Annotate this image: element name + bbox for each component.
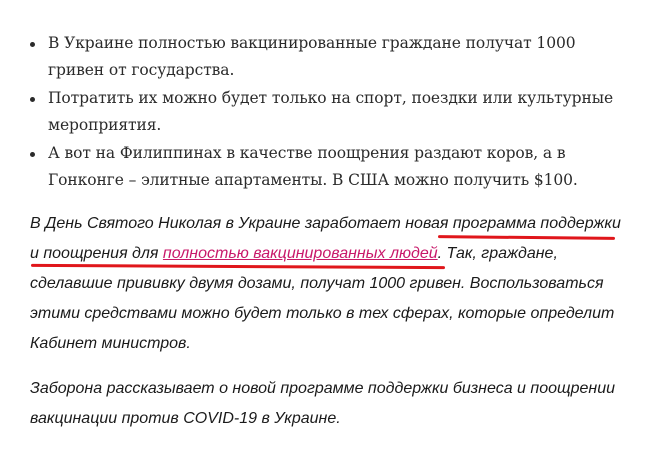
bullet-icon xyxy=(30,152,35,157)
summary-item-text: А вот на Филиппинах в качестве поощрения раздают коров, а в Гонконге – элитные апартаменты. В США можно получить $100. xyxy=(48,144,578,189)
lead-text-end: . Так, граждане, сделавшие прививку двумя дозами, получат 1000 гривен. Воспользоваться этими средствами можно будет только в тех сферах, которые определит Кабинет министров. xyxy=(30,245,615,352)
summary-item xyxy=(30,140,630,194)
summary-item-text: Потратить их можно будет только на спорт, поездки или культурные мероприятия. xyxy=(48,89,614,134)
lead-text-start: В День Святого Николая в Украине заработает новая программа поддержки и поощрения для xyxy=(30,215,621,262)
summary-item xyxy=(30,30,630,84)
summary-item xyxy=(30,85,630,139)
summary-list xyxy=(30,30,630,195)
bullet-icon xyxy=(30,97,35,102)
related-note: Заборона рассказывает о новой программе поддержки бизнеса и поощрении вакцинации против COVID-19 в Украине. xyxy=(30,380,615,427)
vaccinated-people-link[interactable]: полностью вакцинированных людей xyxy=(162,245,438,262)
lead-paragraph xyxy=(30,209,630,359)
summary-item-text: В Украине полностью вакцинированные граждане получат 1000 гривен от государства. xyxy=(48,34,576,79)
bullet-icon xyxy=(30,42,35,47)
